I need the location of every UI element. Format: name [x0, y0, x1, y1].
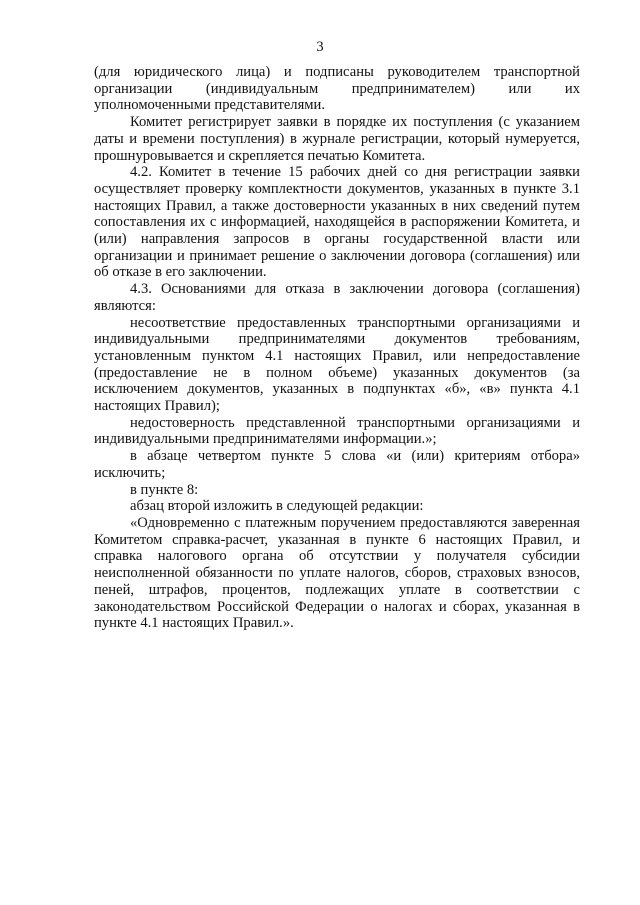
document-body — [94, 64, 580, 632]
paragraph-registration: Комитет регистрирует заявки в порядке их поступления (с указанием даты и времени поступления) в журнале регистрации, который нумеруется, прошнуровывается и скрепляется печатью Комитета. — [94, 114, 580, 164]
paragraph-item-8: в пункте 8: — [130, 481, 199, 498]
paragraph-refusal-reason-1: несоответствие предоставленных транспортными организациями и индивидуальными предпринимателями документов требованиям, установленным пунктом 4.1 настоящих Правил, или непредоставление (предоставление не в полном объеме) указанных документов (за исключением документов, указанных в подпунктах «б», «в» пункта 4.1 настоящих Правил); — [94, 314, 580, 415]
page-number: 3 — [316, 39, 324, 55]
paragraph-item-8-intro: абзац второй изложить в следующей редакции: — [130, 498, 424, 515]
paragraph-amend-item-5: в абзаце четвертом пункте 5 слова «и (или) критериям отбора» исключить; — [94, 448, 580, 481]
paragraph-refusal-reason-2: недостоверность представленной транспортными организациями и индивидуальными предпринимателями информации.»; — [94, 414, 580, 448]
paragraph-continuation: (для юридического лица) и подписаны руководителем транспортной организации (индивидуальным предпринимателем) или их уполномоченными представителями. — [94, 64, 580, 114]
paragraph-4-2: 4.2. Комитет в течение 15 рабочих дней со дня регистрации заявки осуществляет проверку комплектности документов, указанных в пункте 3.1 настоящих Правил, а также достоверности указанных в них сведений путем сопоставления их с информацией, находящейся в распоряжении Комитета, и (или) направления запросов в органы государственной власти или организации и принимает решение о заключении договора (соглашения) или об отказе в его заключении. — [94, 164, 580, 281]
paragraph-4-3: 4.3. Основаниями для отказа в заключении договора (соглашения) являются: — [94, 281, 580, 314]
paragraph-item-8-text: «Одновременно с платежным поручением предоставляются заверенная Комитетом справка-расчет, указанная в пункте 6 настоящих Правил, и справка налогового органа об отсутствии у получателя субсидии неисполненной обязанности по уплате налогов, сборов, страховых взносов, пеней, штрафов, процентов, подлежащих уплате в соответствии с законодательством Российской Федерации о налогах и сборах, указанная в пункте 4.1 настоящих Правил.». — [94, 514, 580, 632]
